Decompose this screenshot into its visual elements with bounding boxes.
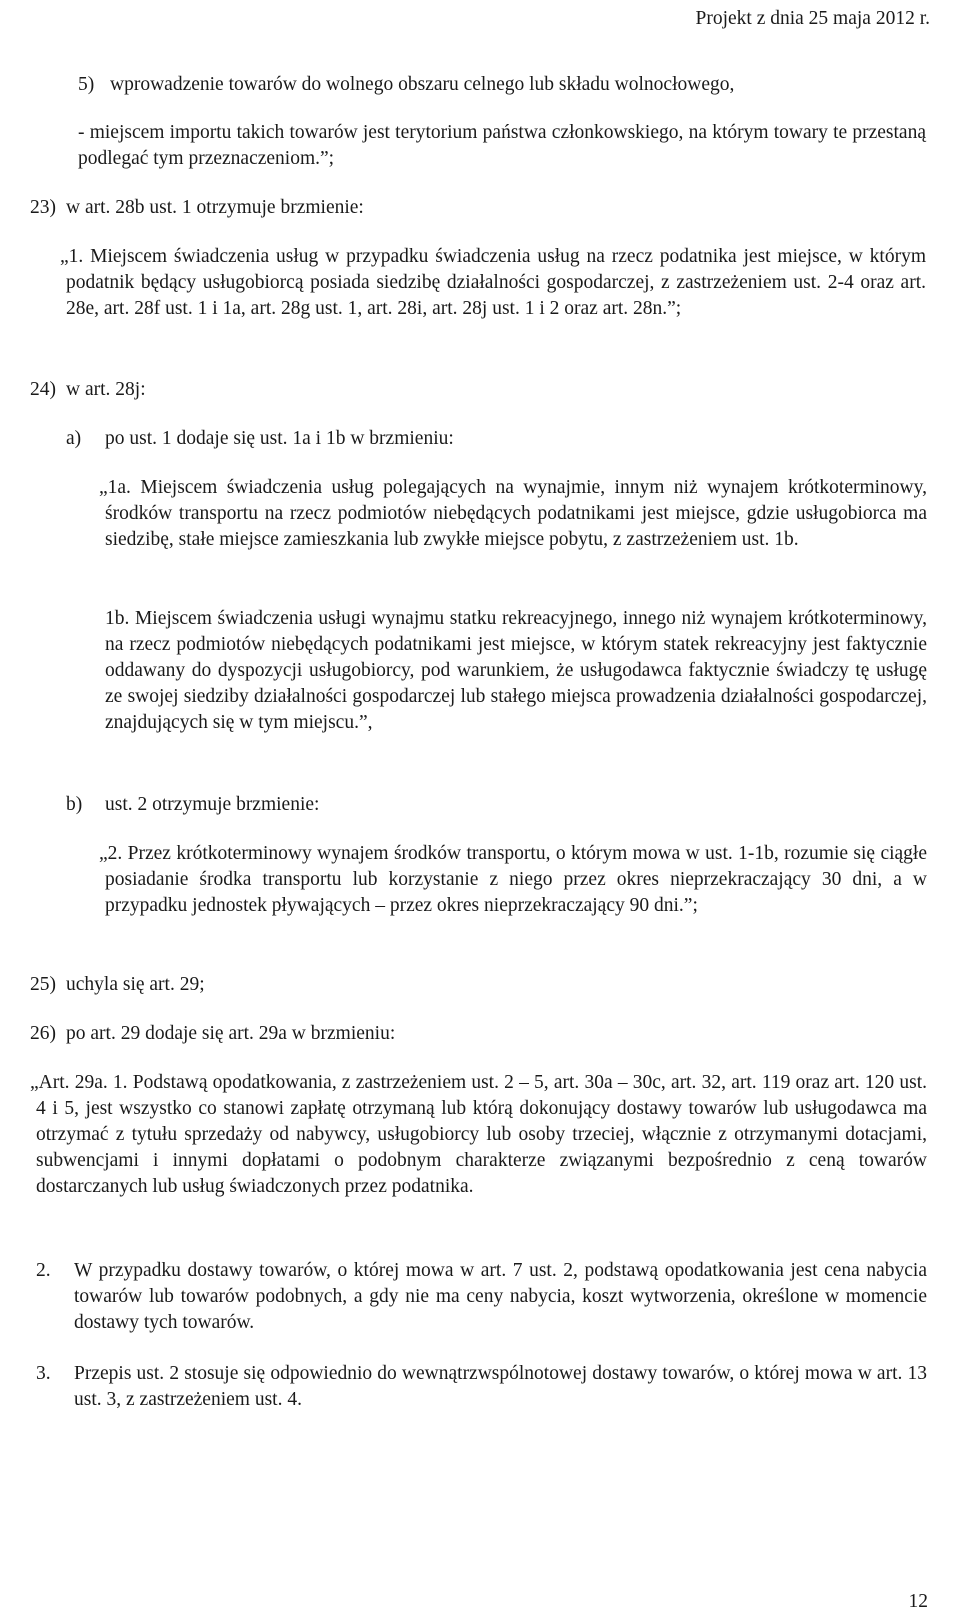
article-29a-section-3: Przepis ust. 2 stosuje się odpowiednio do wewnątrzwspólnotowej dostawy towarów, o której mowa w art. 13 ust. 3, z zastrzeżeniem ust. 4. <box>74 1363 927 1410</box>
article-29a-section-3-number: 3. <box>36 1363 51 1384</box>
item-26-text: po art. 29 dodaje się art. 29a w brzmieniu: <box>66 1023 396 1044</box>
item-24-a-number: a) <box>66 428 82 449</box>
article-29a-section-1: „Art. 29a. 1. Podstawą opodatkowania, z zastrzeżeniem ust. 2 – 5, art. 30a – 30c, art. 32, art. 119 oraz art. 120 ust. 4 i 5, jest wszystko co stanowi zapłatę otrzymaną lub którą dokonujący dostawy towarów lub usługodawca ma otrzymać z tytułu sprzedaży od nabywcy, usługobiorcy lub osoby trzeciej, włącznie z otrzymanymi dotacjami, subwencjami i innymi dopłatami o podobnym charakterze związanymi bezpośrednio z ceną towarów dostarczanych lub usług świadczonych przez podatnika. <box>30 1072 927 1197</box>
document-header: Projekt z dnia 25 maja 2012 r. <box>695 8 930 29</box>
item-26-number: 26) <box>30 1023 56 1044</box>
page-number: 12 <box>908 1591 928 1612</box>
item-23-text: w art. 28b ust. 1 otrzymuje brzmienie: <box>66 197 364 218</box>
item-24-number: 24) <box>30 379 56 400</box>
article-29a-section-2: W przypadku dostawy towarów, o której mowa w art. 7 ust. 2, podstawą opodatkowania jest cena nabycia towarów lub towarów podobnych, a gdy nie ma ceny nabycia, koszt wytworzenia, określone w momencie dostawy tych towarów. <box>74 1260 927 1333</box>
item-24-a-text: po ust. 1 dodaje się ust. 1a i 1b w brzmieniu: <box>105 428 454 449</box>
item-25-text: uchyla się art. 29; <box>66 974 205 995</box>
paragraph-1a: „1a. Miejscem świadczenia usług polegających na wynajmie, innym niż wynajem krótkoterminowy, środków transportu na rzecz podmiotów niebędących podatnikami jest miejsce, gdzie usługobiorca ma siedzibę, stałe miejsce zamieszkania lub zwykłe miejsce pobytu, z zastrzeżeniem ust. 1b. <box>99 477 927 550</box>
item-25-number: 25) <box>30 974 56 995</box>
item-24-b-text: ust. 2 otrzymuje brzmienie: <box>105 794 320 815</box>
paragraph-2: „2. Przez krótkoterminowy wynajem środków transportu, o którym mowa w ust. 1-1b, rozumie się ciągłe posiadanie środka transportu lub korzystanie z niego przez okres nieprzekraczający 30 dni, a w przypadku jednostek pływających – przez okres nieprzekraczający 90 dni.”; <box>99 843 927 916</box>
item-24-b-number: b) <box>66 794 83 815</box>
item-23-number: 23) <box>30 197 56 218</box>
paragraph-1b: 1b. Miejscem świadczenia usługi wynajmu statku rekreacyjnego, innego niż wynajem krótkoterminowy, na rzecz podmiotów niebędących podatnikami jest miejsce, w którym statek rekreacyjny jest faktycznie oddawany do dyspozycji usługobiorcy, pod warunkiem, że usługodawca faktycznie świadczy tę usługę ze swojej siedziby działalności gospodarczej lub stałego miejsca prowadzenia działalności gospodarczej, znajdujących się w tym miejscu.”, <box>105 608 927 733</box>
item-5-number: 5) <box>78 74 95 95</box>
item-5-text: wprowadzenie towarów do wolnego obszaru celnego lub składu wolnocłowego, <box>110 74 735 95</box>
item-5-tail: - miejscem importu takich towarów jest terytorium państwa członkowskiego, na którym towary te przestaną podlegać tym przeznaczeniom.”; <box>78 122 926 169</box>
item-23-quote: „1. Miejscem świadczenia usług w przypadku świadczenia usług na rzecz podatnika jest miejsce, w którym podatnik będący usługobiorcą posiada siedzibę działalności gospodarczej, z zastrzeżeniem ust. 2-4 oraz art. 28e, art. 28f ust. 1 i 1a, art. 28g ust. 1, art. 28i, art. 28j ust. 1 i 2 oraz art. 28n.”; <box>60 246 926 319</box>
article-29a-section-2-number: 2. <box>36 1260 51 1281</box>
item-24-text: w art. 28j: <box>66 379 146 400</box>
